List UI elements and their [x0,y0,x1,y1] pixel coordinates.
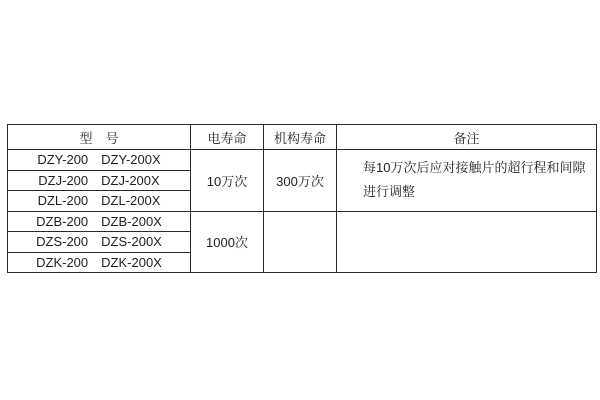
model-cell [8,150,191,171]
model-name-x: DZK-200X [101,254,162,270]
model-name: DZB-200 [36,213,89,229]
model-cell [8,211,191,232]
table-row [8,150,597,171]
model-pair [8,173,190,188]
model-pair [8,234,190,249]
model-name: DZJ-200 [38,172,89,188]
model-pair [8,193,190,208]
model-name-x: DZY-200X [101,152,161,168]
model-name: DZY-200 [37,152,89,168]
model-cell [8,252,191,273]
model-pair [8,255,190,270]
model-cell [8,232,191,253]
electrical-life-bottom-cell: 1000次 [191,211,264,273]
electrical-life-top-cell: 10万次 [191,150,264,212]
spec-table [7,124,597,273]
model-name-x: DZJ-200X [101,172,160,188]
model-name: DZS-200 [36,234,89,250]
header-electrical-life: 电寿命 [191,125,264,150]
spec-table-wrapper [7,124,597,273]
table-row [8,211,597,232]
model-pair [8,152,190,167]
header-row [8,125,597,150]
model-cell [8,170,191,191]
mechanical-life-bottom-cell [264,211,337,273]
model-pair [8,214,190,229]
remarks-top-cell [337,150,597,212]
model-name-x: DZB-200X [101,213,162,229]
mechanical-life-top-cell: 300万次 [264,150,337,212]
header-mechanical-life: 机构寿命 [264,125,337,150]
model-name: DZL-200 [37,193,89,209]
remarks-bottom-cell [337,211,597,273]
header-remarks: 备注 [337,125,597,150]
model-cell [8,191,191,212]
remarks-line-1: 每10万次后应对接触片的超行程和间隙 [363,160,586,176]
model-name-x: DZL-200X [101,193,161,209]
model-name-x: DZS-200X [101,234,162,250]
remarks-line-2: 进行调整 [363,184,416,200]
model-name: DZK-200 [36,254,89,270]
header-model: 型 号 [8,125,191,150]
